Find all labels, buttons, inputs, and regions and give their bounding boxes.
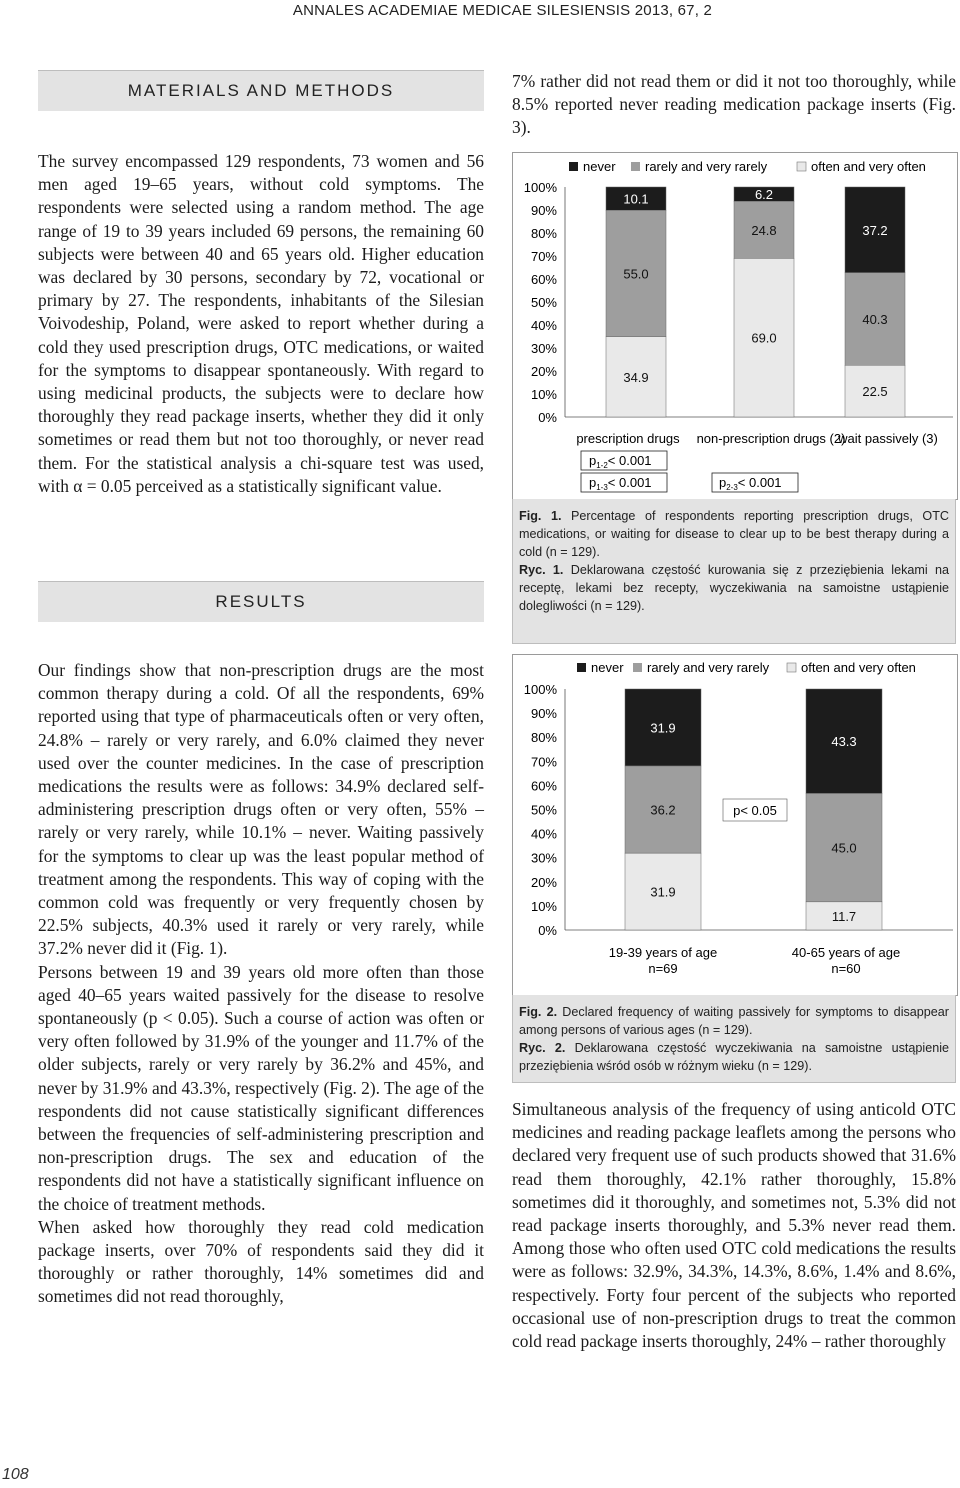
y-tick-label: 60% — [530, 272, 557, 287]
x-axis-labels — [576, 431, 938, 446]
p-value-1-3: $p_{1-3}< 0.001$ — [589, 475, 652, 492]
category-label-1: 19-39 years of age — [608, 945, 718, 960]
fig2-caption-text-pl: Deklarowana częstość wyczekiwania na samoistne ustąpienie przeziębienia wśród osób w różnym wieku (n = 129). — [519, 1041, 950, 1073]
right-top-paragraph: 7% rather did not read them or did it not too thoroughly, while 8.5% reported never reading medication package inserts (Fig. 3). — [512, 71, 956, 138]
results-paragraph-2: Persons between 19 and 39 years old more often than those aged 40–65 years waited passively for the disease to resolve spontaneously (p < 0.05). Such a course of action was often or very often followed by 31.9% of the younger and 11.7% of the older subjects, rarely or very rarely by 36.2% and 45%, and never by 31.9% and 43.3%, respectively (Fig. 2). The age of the respondents did not cause statistically significant differences between the frequencies of self-administering prescription and non-prescription drugs. The sex and education of the respondents did not have a statistically significant influence on the choice of treatment methods. — [38, 961, 484, 1214]
methods-text — [38, 150, 484, 498]
data-label: 31.9 — [650, 720, 676, 736]
y-tick-label: 80% — [530, 730, 557, 746]
section-heading-methods: MATERIALS AND METHODS — [38, 70, 484, 111]
figure-2-chart — [513, 655, 957, 995]
data-label: 69.0 — [751, 330, 777, 346]
legend-swatch-often — [797, 162, 806, 171]
legend-often: often and very often — [811, 159, 926, 174]
fig2-caption-label: Fig. 2. — [519, 1005, 558, 1019]
legend-swatch-rarely — [631, 162, 640, 171]
figure-1 — [512, 152, 958, 500]
page-number: 108 — [2, 1466, 29, 1483]
fig1-caption-label: Fig. 1. — [519, 509, 562, 523]
data-label: 36.2 — [650, 802, 676, 818]
data-label: 34.9 — [623, 369, 649, 385]
legend-swatch-often — [787, 663, 796, 672]
figure-1-caption — [512, 499, 956, 644]
legend-rarely: rarely and very rarely — [645, 159, 768, 174]
data-label: 43.3 — [831, 734, 857, 750]
legend-never: never — [583, 159, 616, 174]
fig2-caption-text: Declared frequency of waiting passively for symptoms to disappear among persons of various ages (n = 129). — [519, 1005, 949, 1037]
data-label: 22.5 — [862, 384, 888, 400]
running-header: ANNALES ACADEMIAE MEDICAE SILESIENSIS 2013, 67, 2 — [292, 2, 712, 19]
legend — [569, 159, 926, 174]
y-tick-label: 20% — [530, 874, 557, 890]
right-column-bottom-text — [512, 1098, 956, 1353]
y-tick-label: 30% — [530, 341, 557, 356]
p-value-1-2: $p_{1-2}< 0.001$ — [589, 453, 652, 470]
p-value-label: p< 0.05 — [733, 803, 777, 818]
y-tick-label: 10% — [530, 898, 557, 914]
y-tick-label: 70% — [530, 249, 557, 264]
y-tick-label: 100% — [523, 180, 557, 195]
right-column-top-text — [512, 70, 956, 140]
results-text — [38, 659, 484, 1309]
results-paragraph-1: Our findings show that non-prescription drugs are the most common therapy during a cold. Of all the respondents, 69% reported using that type of pharmaceuticals often or very often, 24.8% – rarely or very rarely, and 6.0% claimed they never used over the counter medicines. In the case of prescription medications the results were as follows: 34.9% declared self-administering prescription drugs often or very often, 55% – rarely or very rarely, while 10.1% – never. Waiting passively for the symptoms to clear up was the least popular method of treatment among the respondents. This way of coping with the common cold was frequently or very frequently chosen by 22.5% subjects, 40.3% used it rarely or very rarely, while 37.2% never did it (Fig. 1). — [38, 660, 484, 959]
figure-1-chart — [513, 153, 957, 499]
y-tick-label: 100% — [523, 682, 557, 697]
y-tick-label: 0% — [538, 410, 557, 425]
data-label: 40.3 — [862, 311, 888, 327]
category-label-1: prescription drugs — [576, 431, 680, 446]
fig1-caption-text-pl: Deklarowana częstość kurowania się z przeziębienia lekami na receptę, lekami bez recepty, wyczekiwania na samoistne ustąpienie dolegliwości (n = 129). — [519, 563, 949, 613]
data-label: 6.2 — [754, 187, 774, 203]
data-label: 10.1 — [623, 191, 649, 207]
data-label: 31.9 — [650, 884, 676, 900]
y-tick-label: 90% — [530, 203, 557, 218]
y-tick-label: 30% — [530, 850, 557, 866]
bars — [606, 187, 905, 417]
legend — [577, 660, 916, 675]
fig2-caption-label-pl: Ryc. 2. — [519, 1041, 566, 1055]
fig1-caption-label-pl: Ryc. 1. — [519, 563, 564, 577]
data-label: 11.7 — [831, 908, 857, 924]
y-tick-label: 10% — [530, 387, 557, 402]
y-tick-label: 60% — [530, 778, 557, 794]
data-label: 24.8 — [751, 222, 777, 238]
methods-paragraph: The survey encompassed 129 respondents, 73 women and 56 men aged 19–65 years, without cold symptoms. The respondents were selected using a random method. The age range of 19 to 39 years included 69 persons, the remaining 60 subjects were between 40 and 65 years old. Higher education was declared by 30 persons, secondary by 72, vocational or primary by 27. The respondents, inhabitants of the Silesian Voivodeship, Poland, were asked to report whether during a cold they used prescription drugs, OTC medications, or waited for the symptoms to disappear spontaneously. With regard to using medicinal products, the subjects were to declare how thoroughly they read package inserts, whether they did it only sometimes or read them but not too thoroughly, or never read them. For the statistical analysis a chi-square test was used, with α = 0.05 perceived as a statistically significant value. — [38, 151, 484, 496]
y-tick-label: 50% — [530, 295, 557, 310]
figure-2-caption — [512, 995, 956, 1083]
y-tick-label: 90% — [530, 706, 557, 722]
y-tick-label: 40% — [530, 826, 557, 842]
category-n-2: n=60 — [831, 961, 861, 976]
figure-2 — [512, 654, 958, 996]
y-tick-label: 40% — [530, 318, 557, 333]
p-value-2-3: $p_{2-3}< 0.001$ — [719, 475, 782, 492]
legend-rarely: rarely and very rarely — [647, 660, 770, 675]
x-axis-labels — [609, 945, 900, 976]
data-label: 55.0 — [623, 266, 649, 282]
y-tick-label: 70% — [530, 754, 557, 770]
y-tick-label: 20% — [530, 364, 557, 379]
p-value-boxes — [581, 451, 798, 492]
legend-often: often and very often — [801, 660, 916, 675]
right-bottom-paragraph: Simultaneous analysis of the frequency of using anticold OTC medicines and reading package leaflets among the persons who declared very frequent use of such products showed that 31.6% read them thoroughly, 42.1% rather thoroughly, 15.8% sometimes did it thoroughly, and sometimes not, 5.3% did not read package inserts thoroughly, and 5.3% never read them. Among those who often used OTC cold medications the results were as follows: 32.9%, 34.3%, 14.3%, 8.6%, 1.4% and 8.6%, respectively. Forty four percent of the subjects who reported occasional use of non-prescription drugs to treat the common cold read package inserts thoroughly, 24% – rather thoroughly — [512, 1099, 956, 1352]
legend-never: never — [591, 660, 624, 675]
data-label: 45.0 — [831, 840, 857, 856]
legend-swatch-never — [577, 663, 586, 672]
y-tick-label: 80% — [530, 226, 557, 241]
legend-swatch-rarely — [633, 663, 642, 672]
y-tick-label: 0% — [538, 923, 557, 938]
y-tick-label: 50% — [530, 802, 557, 818]
results-paragraph-3: When asked how thoroughly they read cold medication package inserts, over 70% of respondents said they did it thoroughly or rather thoroughly, 14% sometimes did and sometimes did not read thoroughly, — [38, 1216, 484, 1307]
category-label-2: non-prescription drugs (2) — [696, 431, 846, 446]
legend-swatch-never — [569, 162, 578, 171]
category-n-1: n=69 — [648, 961, 678, 976]
category-label-3: wait passively (3) — [838, 431, 938, 446]
category-label-2: 40-65 years of age — [791, 945, 901, 960]
fig1-caption-text: Percentage of respondents reporting prescription drugs, OTC medications, or waiting for disease to clear up to be best therapy during a cold (n = 129). — [519, 509, 949, 559]
data-label: 37.2 — [862, 222, 888, 238]
section-heading-results: RESULTS — [38, 581, 484, 622]
